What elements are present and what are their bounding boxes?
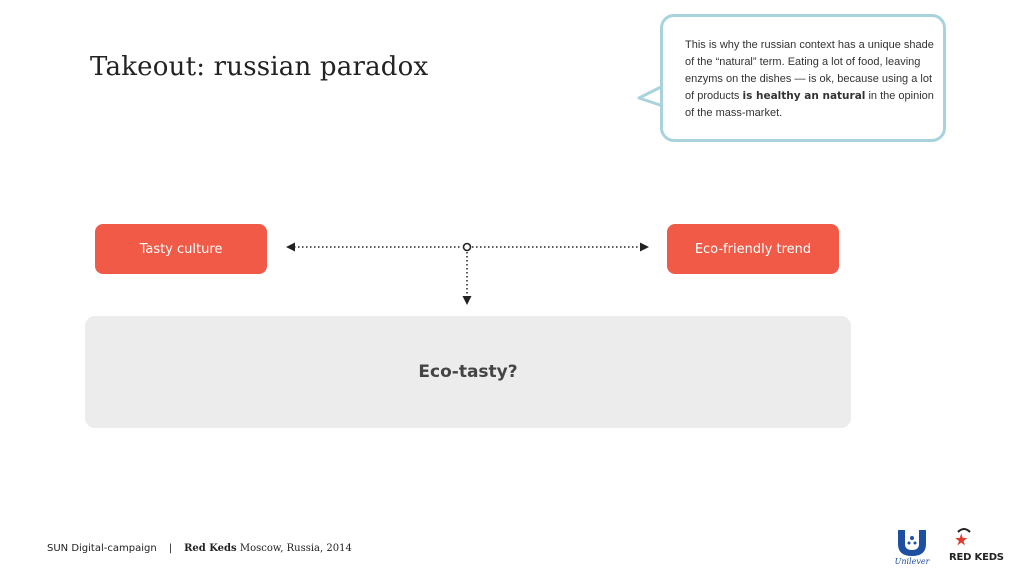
- slide-title: Takeout: russian paradox: [90, 52, 429, 82]
- arrow-right-icon: [640, 243, 649, 252]
- footer-location: Moscow, Russia, 2014: [239, 543, 352, 554]
- unilever-logo-icon: [893, 528, 931, 558]
- arrow-down-icon: [463, 296, 472, 305]
- bubble-text-bold: is healthy an natural: [742, 90, 866, 102]
- redkeds-logo-text: RED KEDS: [949, 552, 1004, 563]
- footer-separator: |: [168, 543, 173, 554]
- footer-campaign: SUN Digital-campaign: [47, 543, 157, 554]
- arrow-left-icon: [286, 243, 295, 252]
- node-eco-friendly-trend-label: Eco-friendly trend: [694, 241, 812, 257]
- unilever-logo-text: Unilever: [894, 557, 930, 566]
- bubble-text-end: in the opinion of the mass-market.: [685, 90, 934, 119]
- result-box: [85, 316, 851, 428]
- footer-brand: Red Keds: [184, 543, 237, 554]
- redkeds-logo-icon: [950, 526, 976, 550]
- result-label: Eco-tasty?: [418, 362, 518, 382]
- junction-circle-icon: [464, 244, 471, 251]
- node-tasty-culture-label: Tasty culture: [139, 241, 223, 257]
- footer: [47, 543, 352, 554]
- bubble-text-start: This is why the russian context has a unique shade of the “natural” term. Eating a lot of food, leaving enzyms on the dishes — is ok, because using a lot of products: [685, 39, 934, 102]
